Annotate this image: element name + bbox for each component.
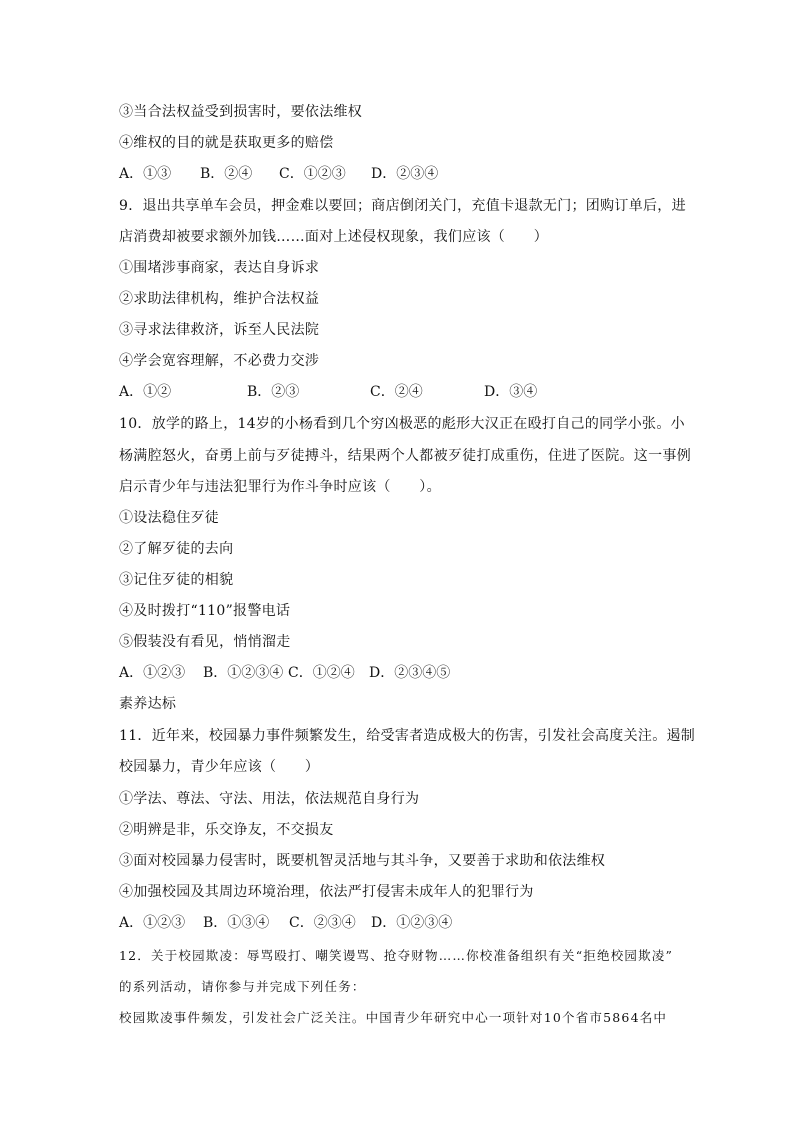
q12-line-3: 校园欺凌事件频发，引发社会广泛关注。中国青少年研究中心一项针对10个省市5864名中 [119, 1010, 668, 1025]
q11-option-b: B．①③④ [203, 915, 270, 931]
q9-option-c: C．②④ [370, 384, 423, 400]
q9-statement-1: ①围堵涉事商家，表达自身诉求 [119, 260, 320, 276]
q10-stem-line-3: 启示青少年与违法犯罪行为作斗争时应该（ ）。 [119, 479, 441, 495]
q11-statement-4: ④加强校园及其周边环境治理，依法严打侵害未成年人的犯罪行为 [119, 884, 534, 900]
section-heading: 素养达标 [119, 696, 177, 712]
q10-stem-line-2: 杨满腔怒火，奋勇上前与歹徒搏斗，结果两个人都被歹徒打成重伤，住进了医院。这一事例 [119, 448, 691, 464]
q9-stem-line-2: 店消费却被要求额外加钱……面对上述侵权现象，我们应该（ ） [119, 229, 548, 245]
q9-statement-4: ④学会宽容理解，不必费力交涉 [119, 353, 320, 369]
q10-stem-line-1: 10．放学的路上，14岁的小杨看到几个穷凶极恶的彪形大汉正在殴打自己的同学小张。小 [119, 416, 685, 432]
q10-option-d: D．②③④⑤ [369, 665, 451, 681]
q11-stem-line-2: 校园暴力，青少年应该（ ） [119, 759, 320, 775]
q8-option-a: A．①③ [119, 166, 172, 182]
q8-statement-3: ③当合法权益受到损害时，要依法维权 [119, 104, 363, 120]
q10-option-b: B．①②③④ [203, 665, 284, 681]
q9-option-a: A．①② [119, 384, 172, 400]
q10-option-c: C．①②④ [288, 665, 355, 681]
q11-statement-2: ②明辨是非，乐交诤友，不交损友 [119, 822, 334, 838]
q11-stem-line-1: 11．近年来，校园暴力事件频繁发生，给受害者造成极大的伤害，引发社会高度关注。遏制 [119, 728, 696, 744]
q11-option-c: C．②③④ [289, 915, 356, 931]
q8-option-d: D．②③④ [371, 166, 439, 182]
q9-statement-2: ②求助法律机构，维护合法权益 [119, 291, 320, 307]
q11-statement-3: ③面对校园暴力侵害时，既要机智灵活地与其斗争，又要善于求助和依法维权 [119, 853, 606, 869]
q9-stem-line-1: 9．退出共享单车会员，押金难以要回；商店倒闭关门，充值卡退款无门；团购订单后，进 [119, 198, 686, 214]
q8-option-c: C．①②③ [279, 166, 346, 182]
q11-option-d: D．①②③④ [371, 915, 453, 931]
q10-statement-2: ②了解歹徒的去向 [119, 541, 234, 557]
q12-line-2: 的系列活动，请你参与并完成下列任务： [119, 979, 366, 994]
q8-option-b: B．②④ [200, 166, 253, 182]
q10-statement-1: ①设法稳住歹徒 [119, 510, 220, 526]
q8-statement-4: ④维权的目的就是获取更多的赔偿 [119, 135, 334, 151]
q10-option-a: A．①②③ [119, 665, 186, 681]
q12-line-1: 12．关于校园欺凌：辱骂殴打、嘲笑谩骂、抢夺财物……你校准备组织有关“拒绝校园欺凌” [119, 948, 674, 963]
q10-statement-4: ④及时拨打“110”报警电话 [119, 603, 291, 619]
q10-statement-5: ⑤假装没有看见，悄悄溜走 [119, 634, 291, 650]
q9-option-d: D．③④ [484, 384, 538, 400]
q10-statement-3: ③记住歹徒的相貌 [119, 572, 234, 588]
q11-statement-1: ①学法、尊法、守法、用法，依法规范自身行为 [119, 791, 420, 807]
q11-option-a: A．①②③ [119, 915, 186, 931]
q9-statement-3: ③寻求法律救济，诉至人民法院 [119, 322, 320, 338]
q9-option-b: B．②③ [247, 384, 300, 400]
